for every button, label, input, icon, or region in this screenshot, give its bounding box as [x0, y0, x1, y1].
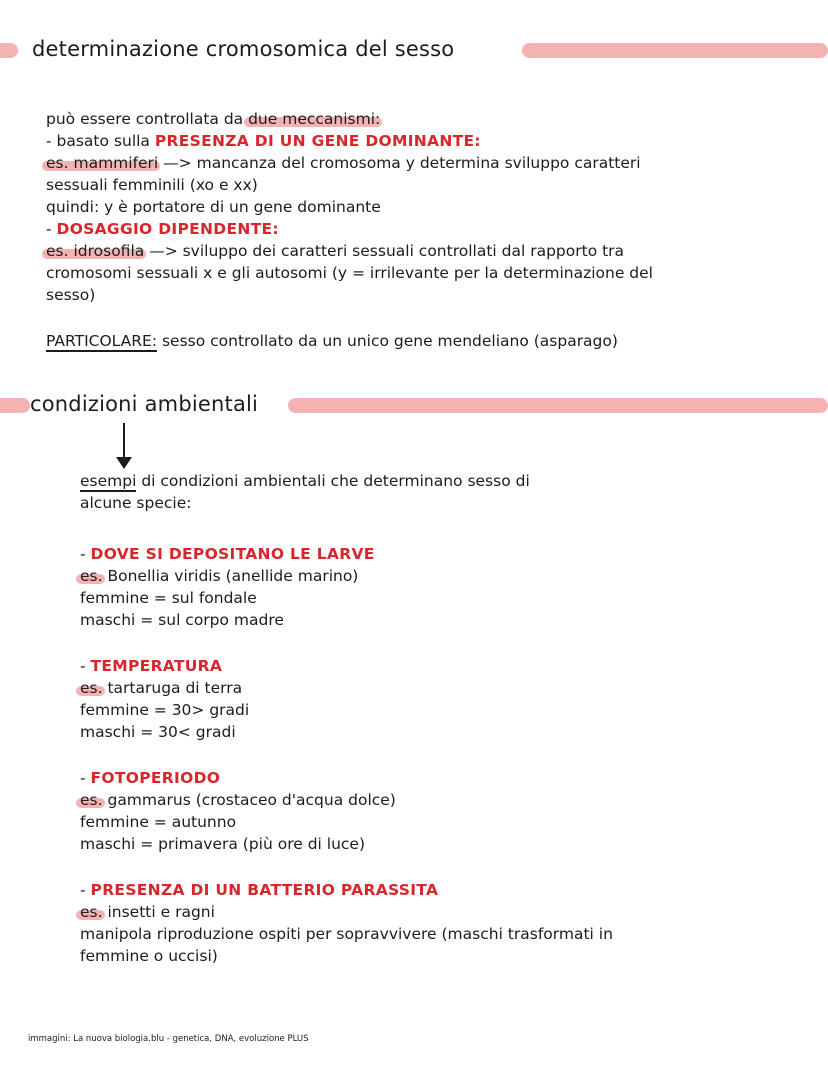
item2-line1	[46, 240, 624, 262]
group3-heading: FOTOPERIODO	[90, 769, 221, 787]
item1-example: es. mammiferi	[46, 154, 159, 172]
group1-heading-line: - DOVE SI DEPOSITANO LE LARVE	[80, 545, 375, 563]
title2-bullet-dot	[0, 398, 30, 413]
group3-line2: maschi = primavera (più ore di luce)	[80, 835, 366, 853]
intro-line	[46, 108, 380, 130]
item2-line3: sesso)	[46, 286, 96, 304]
group4-example-line	[80, 901, 215, 923]
group2-line2: maschi = 30< gradi	[80, 723, 236, 741]
item2-heading-line	[46, 218, 279, 240]
group4-heading: PRESENZA DI UN BATTERIO PARASSITA	[90, 881, 439, 899]
group3-heading-line: - FOTOPERIODO	[80, 769, 221, 787]
group2-heading-line: - TEMPERATURA	[80, 657, 223, 675]
group1-example-line	[80, 565, 358, 587]
title-bullet-dot	[0, 43, 18, 58]
group2-line1: femmine = 30> gradi	[80, 701, 250, 719]
down-arrow-head-icon	[116, 457, 132, 469]
item1-line3: quindi: y è portatore di un gene dominante	[46, 198, 381, 216]
group1-example-text: Bonellia viridis (anellide marino)	[102, 567, 359, 585]
group2-example-line	[80, 677, 242, 699]
section1-title-bar	[522, 43, 828, 58]
group4-example: es.	[80, 903, 103, 921]
group1-line1: femmine = sul fondale	[80, 589, 257, 607]
item2-heading: DOSAGGIO DIPENDENTE:	[56, 220, 279, 238]
group2-example: es.	[80, 679, 103, 697]
group3-line1: femmine = autunno	[80, 813, 237, 831]
section2-title: condizioni ambientali	[30, 392, 259, 416]
item1-heading-line	[46, 130, 481, 152]
particular-line	[46, 330, 618, 352]
group4-heading-line: - PRESENZA DI UN BATTERIO PARASSITA	[80, 881, 439, 899]
item1-prefix: - basato sulla	[46, 132, 155, 150]
intro-examples-underlined: esempi	[80, 472, 137, 490]
item2-line1-text: —> sviluppo dei caratteri sessuali controllati dal rapporto tra	[144, 242, 625, 260]
particular-label: PARTICOLARE:	[46, 332, 158, 350]
section2-intro-text1: di condizioni ambientali che determinano sesso di	[136, 472, 530, 490]
group1-example: es.	[80, 567, 103, 585]
group3-example-line	[80, 789, 396, 811]
group4-line1: manipola riproduzione ospiti per sopravvivere (maschi trasformati in	[80, 925, 613, 943]
item2-dash: -	[46, 220, 57, 238]
group2-heading: TEMPERATURA	[90, 657, 223, 675]
section2-title-bar	[288, 398, 828, 413]
section2-intro-line2: alcune specie:	[80, 494, 192, 512]
item1-line1	[46, 152, 641, 174]
intro-highlight: due meccanismi:	[248, 110, 381, 128]
group1-line2: maschi = sul corpo madre	[80, 611, 284, 629]
item2-line2: cromosomi sessuali x e gli autosomi (y = irrilevante per la determinazione del	[46, 264, 653, 282]
group1-heading: DOVE SI DEPOSITANO LE LARVE	[90, 545, 375, 563]
group3-example-text: gammarus (crostaceo d'acqua dolce)	[102, 791, 396, 809]
intro-prefix: può essere controllata da	[46, 110, 249, 128]
item1-line1-text: —> mancanza del cromosoma y determina sviluppo caratteri	[158, 154, 641, 172]
item2-example: es. idrosofila	[46, 242, 145, 260]
group2-example-text: tartaruga di terra	[102, 679, 243, 697]
footer-credit: immagini: La nuova biologia.blu - genetica, DNA, evoluzione PLUS	[28, 1034, 309, 1044]
section1-title: determinazione cromosomica del sesso	[32, 37, 455, 61]
group3-example: es.	[80, 791, 103, 809]
group4-example-text: insetti e ragni	[102, 903, 215, 921]
group4-line2: femmine o uccisi)	[80, 947, 218, 965]
section2-intro-line1	[80, 470, 530, 492]
particular-text: sesso controllato da un unico gene mendeliano (asparago)	[157, 332, 618, 350]
item1-heading: PRESENZA DI UN GENE DOMINANTE:	[154, 132, 481, 150]
item1-line2: sessuali femminili (xo e xx)	[46, 176, 258, 194]
